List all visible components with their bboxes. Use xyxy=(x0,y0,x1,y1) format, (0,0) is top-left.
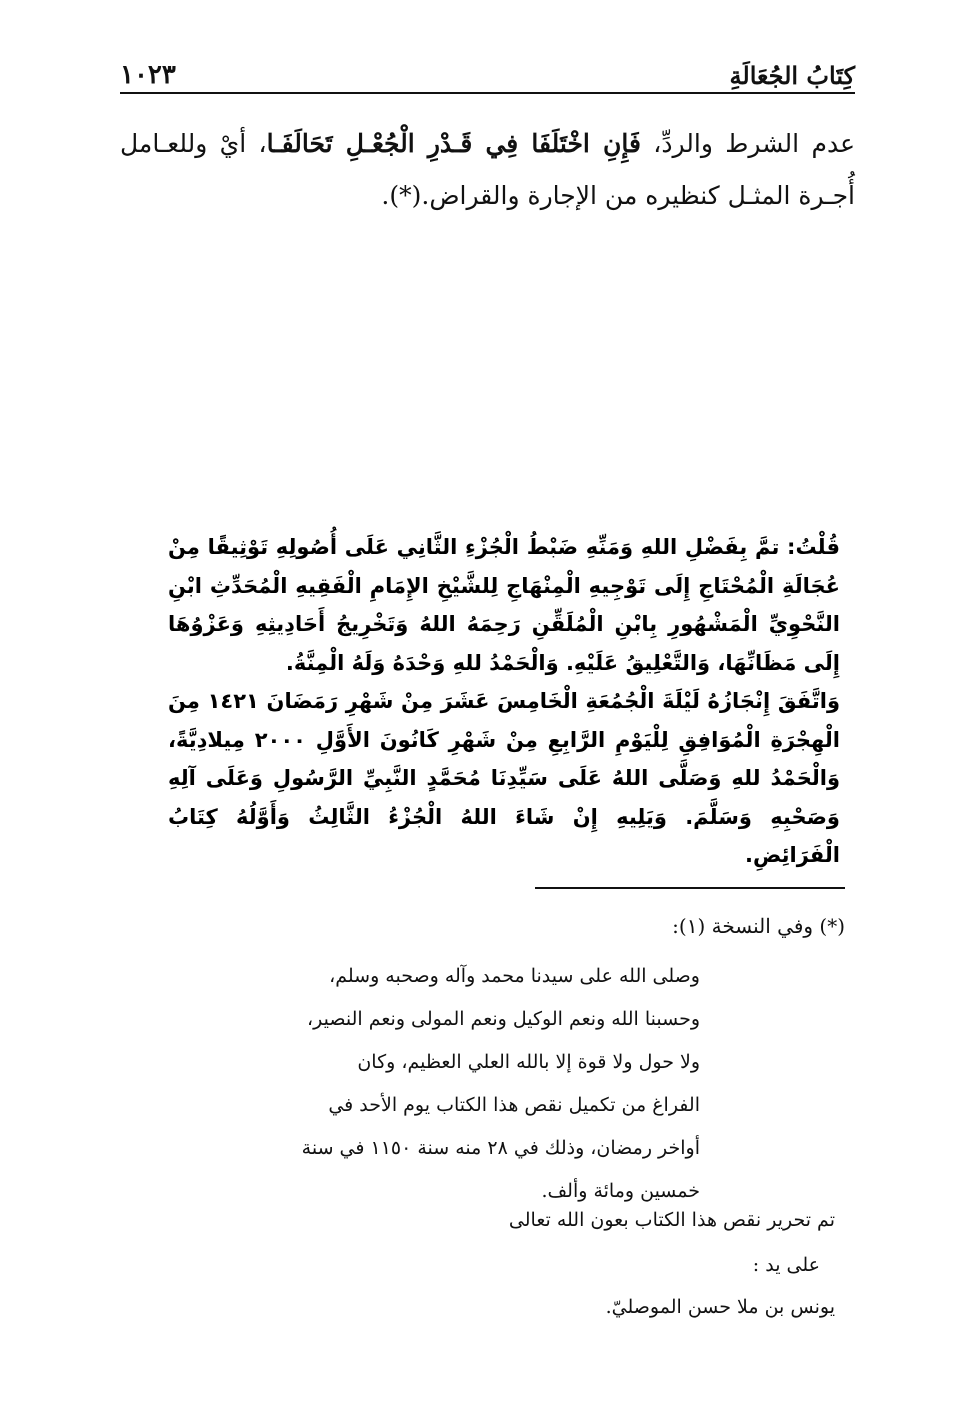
footnote-body xyxy=(280,955,700,1213)
scribe-by: على يد : xyxy=(752,1254,820,1276)
footnote-line: ولا حول ولا قوة إلا بالله العلي العظيم، وكان xyxy=(357,1051,700,1073)
footnote-line: خمسين ومائة وألف. xyxy=(541,1180,700,1202)
matn-phrase: فَإِنِ اخْتَلَفَا فِي قَـدْرِ الْجُعْـلِ تَحَالَفَـا xyxy=(266,129,641,158)
main-paragraph xyxy=(120,118,855,222)
footnote-line: وحسبنا الله ونعم الوكيل ونعم المولى ونعم النصير، xyxy=(307,1008,700,1030)
footnote-line: وصلى الله على سيدنا محمد وآله وصحبه وسلم، xyxy=(329,965,700,987)
footnote-line: الفراغ من تكميل نقص هذا الكتاب يوم الأحد في xyxy=(328,1094,700,1116)
colophon-paragraph-2: وَاتَّفَقَ إِنْجَازُهُ لَيْلَةَ الْجُمُعَةِ الْخَامِسَ عَشَرَ مِنْ شَهْرِ رَمَضَانَ ١٤٢١ مِنَ الْهِجْرَةِ الْمُوَافِقِ لِلْيَوْمِ الرَّابِعِ مِنْ شَهْرِ كَانُونَ الأَوَّلِ ٢٠٠٠ مِيلادِيَّةً، وَالْحَمْدُ للهِ وَصَلَّى اللهُ عَلَى سَيِّدِنَا مُحَمَّدٍ النَّبِيِّ الرَّسُولِ وَعَلَى آلِهِ وَصَحْبِهِ وَسَلَّمَ. وَيَلِيهِ إِنْ شَاءَ اللهُ الْجُزْءُ الثَّالِثُ وَأَوَّلُهُ كِتَابُ الْفَرَائِضِ. xyxy=(168,689,840,867)
page-number: ١٠٢٣ xyxy=(120,60,176,90)
footnote-title: (*) وفي النسخة (١): xyxy=(672,914,845,938)
main-tail: ، أيْ وللعـامل أُجـرة المثـل كنظيره من الإجارة والقراض.(*). xyxy=(120,129,855,210)
scribe-name: يونس بن ملا حسن الموصليّ. xyxy=(605,1296,835,1318)
footnote-line: أواخر رمضان، وذلك في ٢٨ منه سنة ١١٥٠ في سنة xyxy=(301,1137,700,1159)
footnote-separator xyxy=(535,887,845,889)
running-header xyxy=(120,52,855,94)
scribe-statement: تم تحرير نقص هذا الكتاب بعون الله تعالى xyxy=(508,1209,835,1231)
main-lead: عدم الشرط والردِّ، xyxy=(640,129,855,158)
running-title: كِتَابُ الجُعَالَةِ xyxy=(729,61,855,90)
editor-colophon xyxy=(168,528,840,875)
colophon-paragraph-1: قُلْتُ: تمَّ بِفَضْلِ اللهِ وَمَنِّهِ ضَبْطُ الْجُزْءِ الثَّانِي عَلَى أُصُولِهِ تَوْثِيقًا مِنْ عُجَالَةِ الْمُحْتَاجِ إِلَى تَوْجِيهِ الْمِنْهَاجِ لِلشَّيْخِ الإِمَامِ الْفَقِيهِ الْمُحَدِّثِ ابْنِ النَّحْوِيِّ الْمَشْهُورِ بِابْنِ الْمُلَقِّنِ رَحِمَهُ اللهُ وَتَخْرِيجُ أَحَادِيثِهِ وَعَزْوُهَا إِلَى مَظَانِّهَا، وَالتَّعْلِيقُ عَلَيْهِ. وَالْحَمْدُ للهِ وَحْدَهُ وَلَهُ الْمِنَّةُ. xyxy=(168,535,840,675)
